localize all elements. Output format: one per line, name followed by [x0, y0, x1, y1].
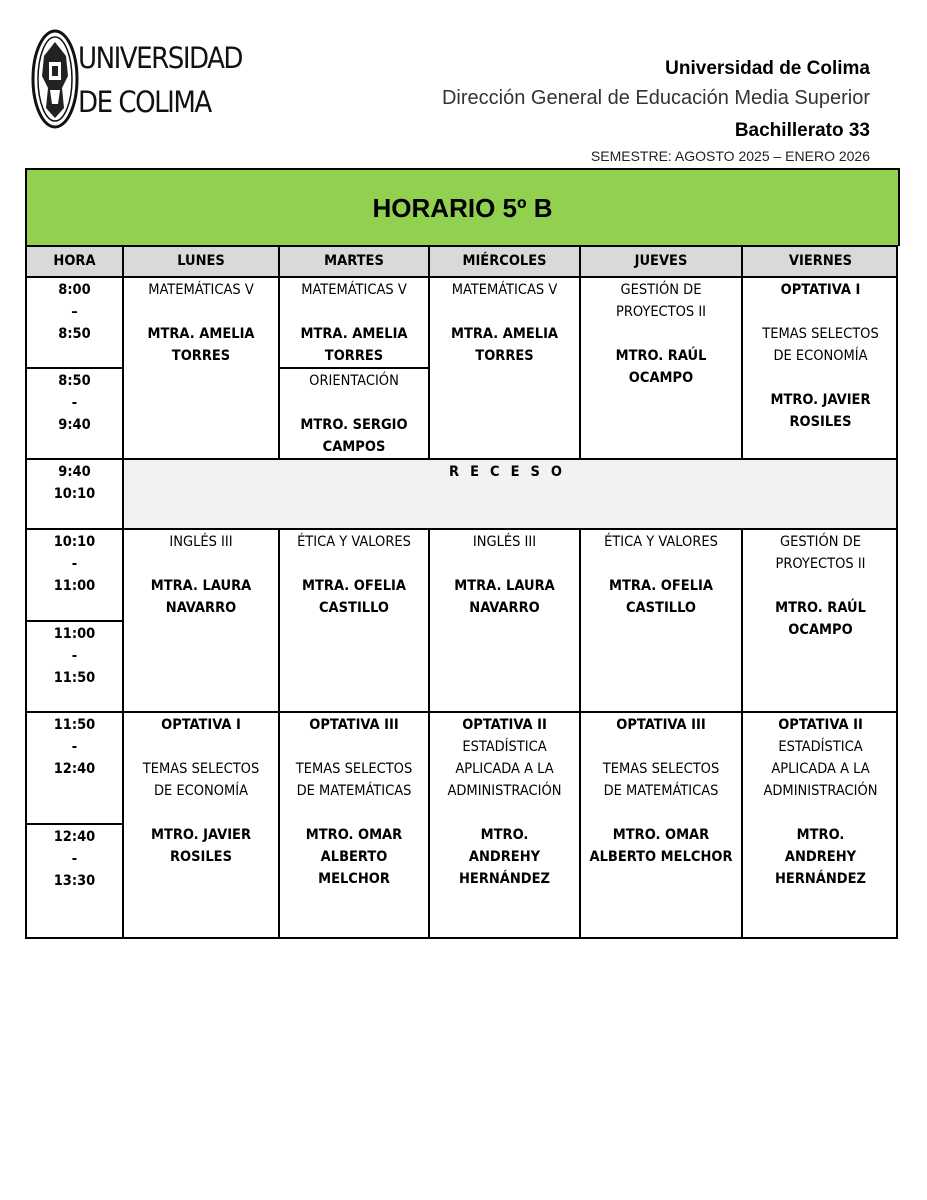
time-slot-5: 11:50 - 12:40: [25, 711, 122, 823]
class-miercoles-block1: MATEMÁTICAS V MTRA. AMELIA TORRES: [428, 276, 579, 458]
logo-line-2: DE COLIMA: [78, 85, 211, 119]
class-lunes-block3: OPTATIVA I TEMAS SELECTOS DE ECONOMÍA MTRO. JAVIER ROSILES: [122, 711, 278, 939]
class-miercoles-block3: OPTATIVA II ESTADÍSTICA APLICADA A LA ADMINISTRACIÓN MTRO. ANDREHY HERNÁNDEZ: [428, 711, 579, 939]
time-slot-4: 11:00 - 11:50: [25, 620, 122, 711]
class-martes-block1b: ORIENTACIÓN MTRO. SERGIO CAMPOS: [278, 367, 428, 458]
university-logo: [28, 26, 243, 136]
class-jueves-block3: OPTATIVA III TEMAS SELECTOS DE MATEMÁTICAS MTRO. OMAR ALBERTO MELCHOR: [579, 711, 741, 939]
schedule-table: [25, 168, 898, 939]
class-miercoles-block2: INGLÉS III MTRA. LAURA NAVARRO: [428, 528, 579, 711]
class-jueves-block2: ÉTICA Y VALORES MTRA. OFELIA CASTILLO: [579, 528, 741, 711]
school-name: Bachillerato 33: [734, 120, 870, 141]
column-header-jueves: JUEVES: [579, 245, 741, 276]
column-header-miercoles: MIÉRCOLES: [428, 245, 579, 276]
recess-row: RECESO: [122, 458, 898, 528]
class-viernes-block2: GESTIÓN DE PROYECTOS II MTRO. RAÚL OCAMPO: [741, 528, 898, 711]
column-header-lunes: LUNES: [122, 245, 278, 276]
class-martes-block1a: MATEMÁTICAS V MTRA. AMELIA TORRES: [278, 276, 428, 367]
class-jueves-block1: GESTIÓN DE PROYECTOS II MTRO. RAÚL OCAMPO: [579, 276, 741, 458]
column-header-martes: MARTES: [278, 245, 428, 276]
schedule-title: HORARIO 5º B: [25, 168, 900, 246]
class-martes-block2: ÉTICA Y VALORES MTRA. OFELIA CASTILLO: [278, 528, 428, 711]
schedule-grid: [25, 245, 898, 939]
table-bottom-border: [25, 937, 898, 939]
semester-label: SEMESTRE: AGOSTO 2025 – ENERO 2026: [590, 148, 870, 164]
time-slot-3: 10:10 - 11:00: [25, 528, 122, 620]
class-viernes-block3: OPTATIVA II ESTADÍSTICA APLICADA A LA ADMINISTRACIÓN MTRO. ANDREHY HERNÁNDEZ: [741, 711, 898, 939]
time-slot-1: 8:00 – 8:50: [25, 276, 122, 367]
class-lunes-block1: MATEMÁTICAS V MTRA. AMELIA TORRES: [122, 276, 278, 458]
time-slot-2: 8:50 - 9:40: [25, 367, 122, 458]
table-right-border: [896, 245, 898, 939]
time-slot-6: 12:40 - 13:30: [25, 823, 122, 939]
class-lunes-block2: INGLÉS III MTRA. LAURA NAVARRO: [122, 528, 278, 711]
university-name: Universidad de Colima: [665, 58, 870, 79]
class-viernes-block1: OPTATIVA I TEMAS SELECTOS DE ECONOMÍA MTRO. JAVIER ROSILES: [741, 276, 898, 458]
time-slot-recess: 9:40 10:10: [25, 458, 122, 528]
class-martes-block3: OPTATIVA III TEMAS SELECTOS DE MATEMÁTICAS MTRO. OMAR ALBERTO MELCHOR: [278, 711, 428, 939]
university-seal-icon: [30, 28, 80, 130]
column-header-viernes: VIERNES: [741, 245, 898, 276]
logo-line-1: UNIVERSIDAD: [78, 41, 243, 75]
direction-name: Dirección General de Educación Media Superior: [441, 87, 870, 109]
column-header-hora: HORA: [25, 245, 122, 276]
